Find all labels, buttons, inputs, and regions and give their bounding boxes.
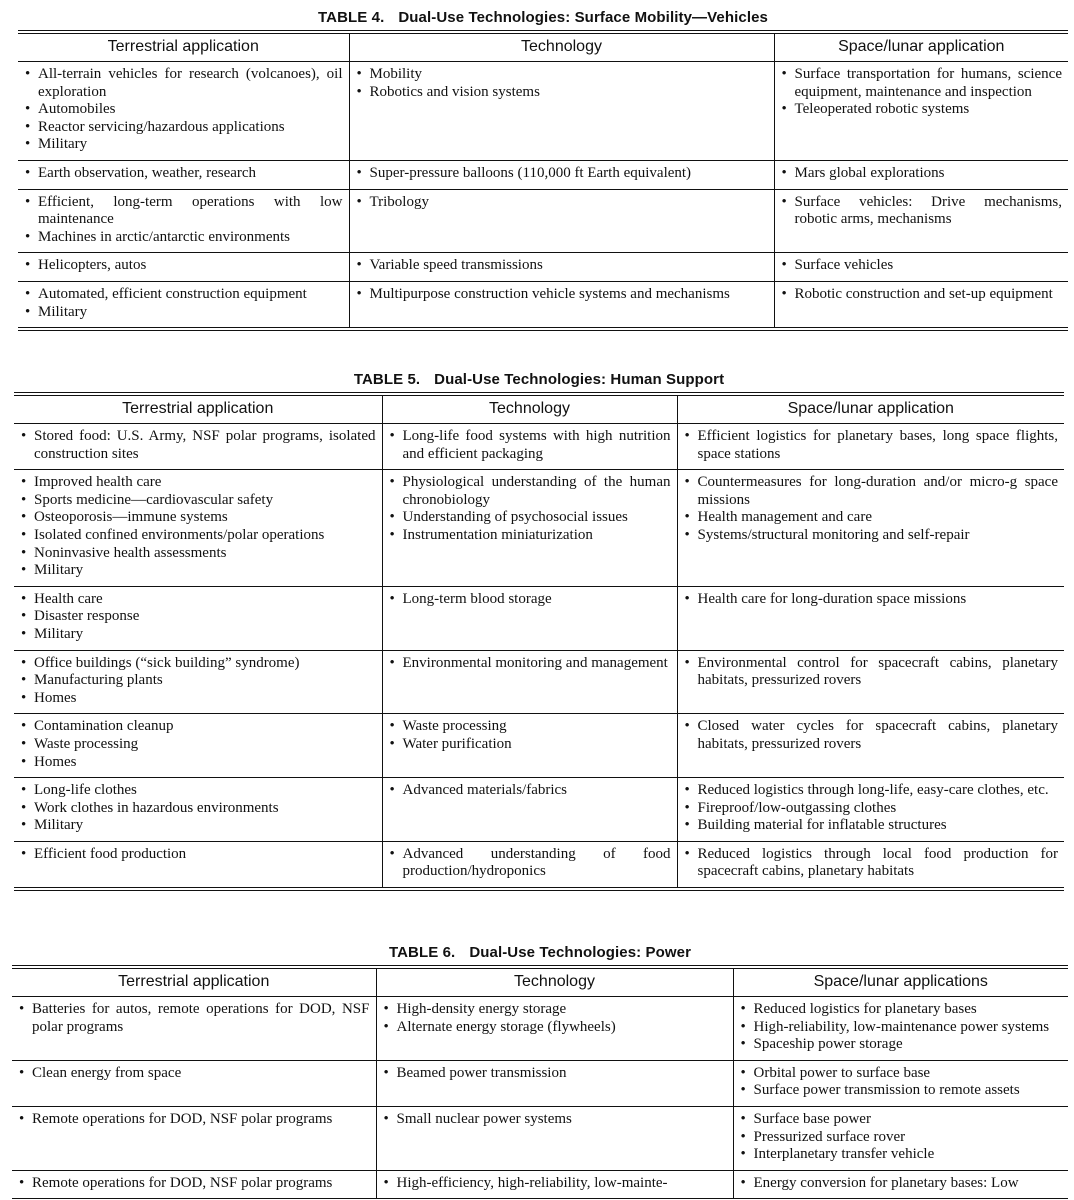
list-item: • Spaceship power storage — [740, 1036, 1063, 1054]
bullet-list — [781, 194, 1063, 229]
bullet-list — [356, 165, 768, 183]
list-item: • Building material for inflatable structures — [684, 817, 1059, 835]
bullet-list — [389, 782, 671, 800]
terrestrial-cell — [14, 841, 382, 889]
list-item: • Waste processing — [389, 718, 671, 736]
column-header: Space/lunar applications — [733, 967, 1068, 997]
bullet-list — [20, 655, 376, 708]
bullet-list — [24, 165, 343, 183]
table-caption: Dual-Use Technologies: Power — [469, 944, 692, 961]
terrestrial-cell — [12, 1106, 376, 1170]
technology-cell — [382, 841, 677, 889]
list-item: • Efficient food production — [20, 846, 376, 864]
table-title — [12, 943, 1068, 965]
list-item: • Environmental monitoring and management — [389, 655, 671, 673]
list-item: • Surface transportation for humans, science equipment, maintenance and inspection — [781, 66, 1063, 101]
bullet-list — [356, 257, 768, 275]
list-item: • Energy conversion for planetary bases: Low — [740, 1175, 1063, 1193]
list-item: • Health care — [20, 591, 376, 609]
table-row — [18, 281, 1068, 329]
list-item: • Advanced understanding of food production/hydroponics — [389, 846, 671, 881]
list-item: • Remote operations for DOD, NSF polar programs — [18, 1175, 370, 1193]
technology-cell — [376, 997, 733, 1061]
column-header: Terrestrial application — [122, 400, 274, 418]
terrestrial-cell — [14, 586, 382, 650]
list-item: • Alternate energy storage (flywheels) — [383, 1019, 727, 1037]
list-item: • Disaster response — [20, 608, 376, 626]
table-row — [12, 997, 1068, 1061]
list-item: • Military — [24, 304, 343, 322]
list-item: • Health management and care — [684, 509, 1059, 527]
table-row — [14, 586, 1064, 650]
list-item: • Contamination cleanup — [20, 718, 376, 736]
list-item: • Military — [20, 626, 376, 644]
list-item: • Super-pressure balloons (110,000 ft Earth equivalent) — [356, 165, 768, 183]
table-caption: Dual-Use Technologies: Surface Mobility—Vehicles — [398, 9, 768, 26]
list-item: • Tribology — [356, 194, 768, 212]
bullet-list — [389, 591, 671, 609]
table-row — [14, 714, 1064, 778]
bullet-list — [740, 1001, 1063, 1054]
space-cell — [774, 281, 1068, 329]
space-cell — [677, 424, 1064, 470]
space-cell — [733, 997, 1068, 1061]
table-row — [14, 424, 1064, 470]
technology-cell — [349, 253, 774, 282]
technology-cell — [349, 281, 774, 329]
table-4 — [18, 8, 1068, 331]
list-item: • Helicopters, autos — [24, 257, 343, 275]
list-item: • Surface power transmission to remote assets — [740, 1082, 1063, 1100]
bullet-list — [740, 1065, 1063, 1100]
bullet-list — [781, 165, 1063, 183]
bullet-list — [20, 846, 376, 864]
list-item: • Countermeasures for long-duration and/or micro-g space missions — [684, 474, 1059, 509]
space-cell — [733, 1060, 1068, 1106]
space-cell — [677, 841, 1064, 889]
table-row — [18, 189, 1068, 253]
list-item: • Health care for long-duration space missions — [684, 591, 1059, 609]
list-item: • Instrumentation miniaturization — [389, 527, 671, 545]
bullet-list — [684, 718, 1059, 753]
bullet-list — [684, 846, 1059, 881]
terrestrial-cell — [12, 1060, 376, 1106]
list-item: • Improved health care — [20, 474, 376, 492]
terrestrial-cell — [12, 1170, 376, 1199]
list-item: • Automated, efficient construction equipment — [24, 286, 343, 304]
column-header: Space/lunar application — [677, 394, 1064, 424]
technology-cell — [376, 1106, 733, 1170]
list-item: • Surface vehicles — [781, 257, 1063, 275]
bullet-list — [18, 1001, 370, 1036]
space-cell — [677, 586, 1064, 650]
bullet-list — [389, 655, 671, 673]
list-item: • High-efficiency, high-reliability, low-mainte- — [383, 1175, 727, 1193]
list-item: • Beamed power transmission — [383, 1065, 727, 1083]
terrestrial-cell — [14, 778, 382, 842]
table-row — [14, 470, 1064, 587]
bullet-list — [18, 1175, 370, 1193]
bullet-list — [356, 66, 768, 101]
list-item: • Homes — [20, 754, 376, 772]
bullet-list — [389, 718, 671, 753]
technology-cell — [349, 189, 774, 253]
header-row — [12, 967, 1068, 997]
bullet-list — [684, 782, 1059, 835]
bullet-list — [24, 66, 343, 154]
list-item: • Waste processing — [20, 736, 376, 754]
table-row — [14, 778, 1064, 842]
bullet-list — [18, 1111, 370, 1129]
data-table — [12, 965, 1068, 1199]
terrestrial-cell — [18, 281, 349, 329]
list-item: • Sports medicine—cardiovascular safety — [20, 492, 376, 510]
table-title — [18, 8, 1068, 30]
list-item: • Surface base power — [740, 1111, 1063, 1129]
list-item: • Manufacturing plants — [20, 672, 376, 690]
table-label: TABLE 4. — [318, 9, 385, 26]
list-item: • Small nuclear power systems — [383, 1111, 727, 1129]
header-row — [18, 32, 1068, 62]
terrestrial-cell — [12, 997, 376, 1061]
bullet-list — [20, 782, 376, 835]
list-item: • Physiological understanding of the human chronobiology — [389, 474, 671, 509]
list-item: • Mars global explorations — [781, 165, 1063, 183]
bullet-list — [20, 591, 376, 644]
list-item: • Mobility — [356, 66, 768, 84]
space-cell — [733, 1170, 1068, 1199]
bullet-list — [383, 1065, 727, 1083]
bullet-list — [24, 286, 343, 321]
space-cell — [733, 1106, 1068, 1170]
list-item: • Fireproof/low-outgassing clothes — [684, 800, 1059, 818]
list-item: • All-terrain vehicles for research (volcanoes), oil exploration — [24, 66, 343, 101]
list-item: • Batteries for autos, remote operations for DOD, NSF polar programs — [18, 1001, 370, 1036]
bullet-list — [20, 428, 376, 463]
technology-cell — [382, 470, 677, 587]
bullet-list — [389, 474, 671, 544]
technology-cell — [382, 650, 677, 714]
table-row — [18, 160, 1068, 189]
terrestrial-cell — [14, 650, 382, 714]
list-item: • Orbital power to surface base — [740, 1065, 1063, 1083]
table-row — [12, 1106, 1068, 1170]
space-cell — [677, 470, 1064, 587]
technology-cell — [382, 778, 677, 842]
column-header: Technology — [382, 394, 677, 424]
list-item: • Environmental control for spacecraft cabins, planetary habitats, pressurized rovers — [684, 655, 1059, 690]
list-item: • Pressurized surface rover — [740, 1129, 1063, 1147]
table-label: TABLE 6. — [388, 944, 456, 961]
bullet-list — [20, 718, 376, 771]
header-row — [14, 394, 1064, 424]
bullet-list — [684, 655, 1059, 690]
terrestrial-cell — [18, 189, 349, 253]
table-row — [18, 253, 1068, 282]
table-row — [12, 1060, 1068, 1106]
bullet-list — [684, 428, 1059, 463]
list-item: • Automobiles — [24, 101, 343, 119]
bullet-list — [781, 66, 1063, 119]
list-item: • Machines in arctic/antarctic environments — [24, 229, 343, 247]
table-6 — [12, 943, 1068, 1199]
list-item: • Reduced logistics through long-life, easy-care clothes, etc. — [684, 782, 1059, 800]
terrestrial-cell — [14, 424, 382, 470]
table-caption: Dual-Use Technologies: Human Support — [434, 371, 725, 388]
list-item: • Isolated confined environments/polar operations — [20, 527, 376, 545]
list-item: • Clean energy from space — [18, 1065, 370, 1083]
bullet-list — [781, 286, 1063, 304]
bullet-list — [356, 286, 768, 304]
terrestrial-cell — [18, 62, 349, 161]
list-item: • Advanced materials/fabrics — [389, 782, 671, 800]
list-item: • Interplanetary transfer vehicle — [740, 1146, 1063, 1164]
list-item: • Military — [20, 817, 376, 835]
list-item: • Reduced logistics through local food production for spacecraft cabins, planetary habitats — [684, 846, 1059, 881]
space-cell — [677, 650, 1064, 714]
list-item: • Noninvasive health assessments — [20, 545, 376, 563]
space-cell — [774, 189, 1068, 253]
bullet-list — [24, 194, 343, 247]
bullet-list — [389, 846, 671, 881]
technology-cell — [382, 714, 677, 778]
list-item: • Stored food: U.S. Army, NSF polar programs, isolated construction sites — [20, 428, 376, 463]
technology-cell — [376, 1170, 733, 1199]
bullet-list — [24, 257, 343, 275]
space-cell — [677, 778, 1064, 842]
bullet-list — [684, 591, 1059, 609]
list-item: • Teleoperated robotic systems — [781, 101, 1063, 119]
list-item: • Efficient logistics for planetary bases, long space flights, space stations — [684, 428, 1059, 463]
space-cell — [774, 160, 1068, 189]
table-5 — [14, 370, 1064, 891]
list-item: • High-reliability, low-maintenance power systems — [740, 1019, 1063, 1037]
space-cell — [774, 62, 1068, 161]
bullet-list — [389, 428, 671, 463]
column-header: Technology — [349, 32, 774, 62]
technology-cell — [382, 586, 677, 650]
list-item: • Work clothes in hazardous environments — [20, 800, 376, 818]
column-header: Technology — [376, 967, 733, 997]
space-cell — [677, 714, 1064, 778]
technology-cell — [376, 1060, 733, 1106]
table-row — [12, 1170, 1068, 1199]
table-row — [14, 650, 1064, 714]
technology-cell — [349, 62, 774, 161]
list-item: • Military — [20, 562, 376, 580]
list-item: • Long-term blood storage — [389, 591, 671, 609]
technology-cell — [349, 160, 774, 189]
list-item: • Efficient, long-term operations with low maintenance — [24, 194, 343, 229]
space-cell — [774, 253, 1068, 282]
list-item: • Long-life clothes — [20, 782, 376, 800]
list-item: • Variable speed transmissions — [356, 257, 768, 275]
table-row — [18, 62, 1068, 161]
table-row — [14, 841, 1064, 889]
list-item: • Earth observation, weather, research — [24, 165, 343, 183]
bullet-list — [383, 1111, 727, 1129]
list-item: • Robotic construction and set-up equipment — [781, 286, 1063, 304]
bullet-list — [356, 194, 768, 212]
list-item: • Military — [24, 136, 343, 154]
terrestrial-cell — [14, 714, 382, 778]
list-item: • Office buildings (“sick building” syndrome) — [20, 655, 376, 673]
bullet-list — [740, 1175, 1063, 1193]
list-item: • Remote operations for DOD, NSF polar programs — [18, 1111, 370, 1129]
terrestrial-cell — [18, 160, 349, 189]
list-item: • Surface vehicles: Drive mechanisms, robotic arms, mechanisms — [781, 194, 1063, 229]
list-item: • Reduced logistics for planetary bases — [740, 1001, 1063, 1019]
list-item: • Homes — [20, 690, 376, 708]
column-header: Terrestrial application — [107, 38, 259, 56]
terrestrial-cell — [18, 253, 349, 282]
list-item: • Understanding of psychosocial issues — [389, 509, 671, 527]
list-item: • Closed water cycles for spacecraft cabins, planetary habitats, pressurized rovers — [684, 718, 1059, 753]
terrestrial-cell — [14, 470, 382, 587]
list-item: • Long-life food systems with high nutrition and efficient packaging — [389, 428, 671, 463]
bullet-list — [383, 1175, 727, 1193]
list-item: • Water purification — [389, 736, 671, 754]
list-item: • High-density energy storage — [383, 1001, 727, 1019]
data-table — [14, 392, 1064, 891]
data-table — [18, 30, 1068, 331]
bullet-list — [18, 1065, 370, 1083]
list-item: • Osteoporosis—immune systems — [20, 509, 376, 527]
table-label: TABLE 5. — [353, 371, 421, 388]
bullet-list — [781, 257, 1063, 275]
technology-cell — [382, 424, 677, 470]
list-item: • Robotics and vision systems — [356, 84, 768, 102]
bullet-list — [740, 1111, 1063, 1164]
list-item: • Systems/structural monitoring and self-repair — [684, 527, 1059, 545]
column-header: Space/lunar application — [774, 32, 1068, 62]
bullet-list — [684, 474, 1059, 544]
bullet-list — [383, 1001, 727, 1036]
column-header: Terrestrial application — [118, 973, 270, 991]
list-item: • Reactor servicing/hazardous applications — [24, 119, 343, 137]
list-item: • Multipurpose construction vehicle systems and mechanisms — [356, 286, 768, 304]
table-title — [14, 370, 1064, 392]
bullet-list — [20, 474, 376, 580]
